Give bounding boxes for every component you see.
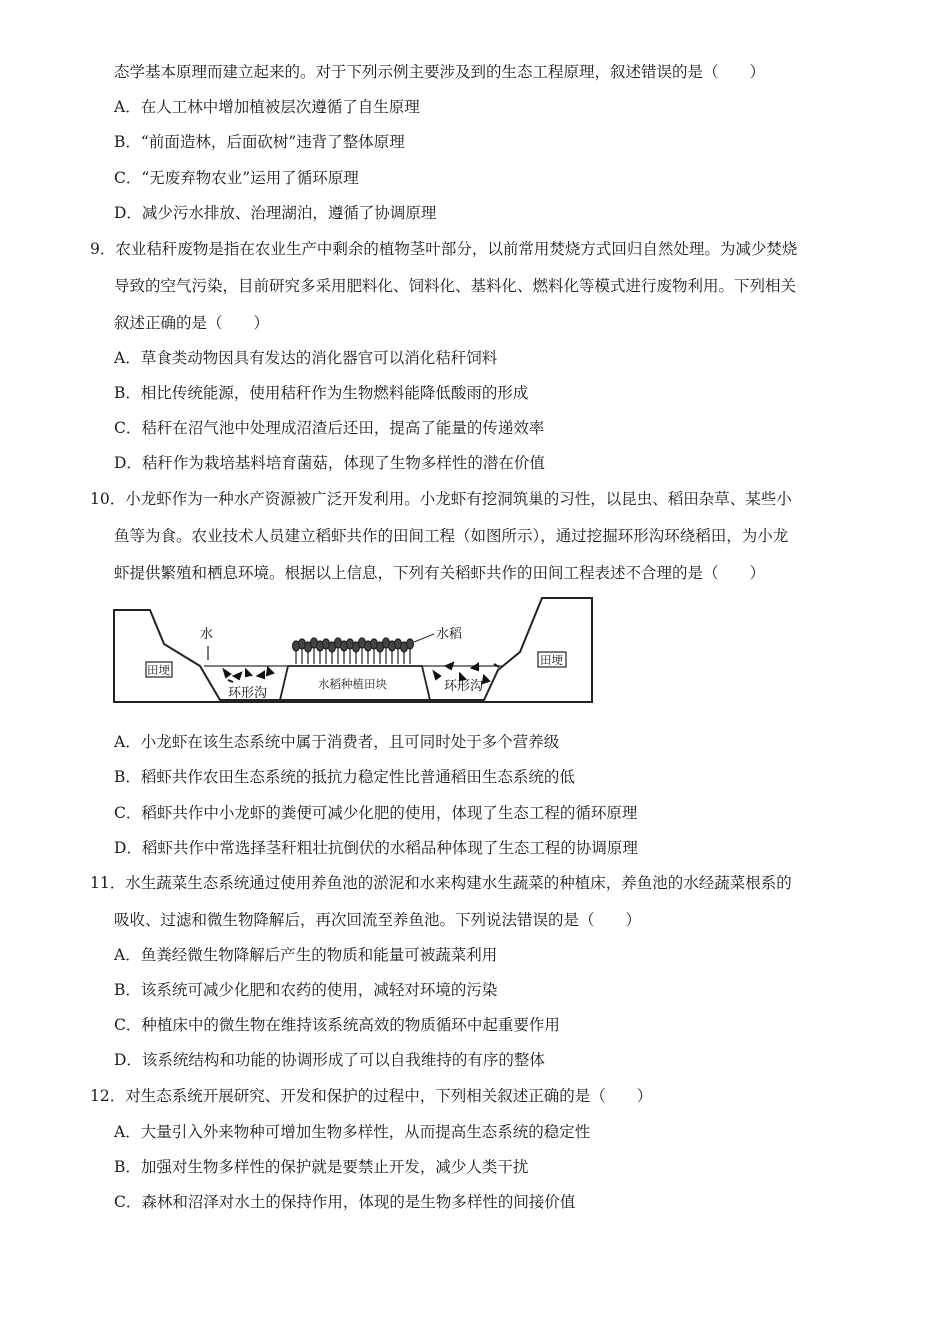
q9-option-d: D．秸秆作为栽培基料培育菌菇，体现了生物多样性的潜在价值 (114, 454, 545, 472)
q9-option-a: A．草食类动物因具有发达的消化器官可以消化秸秆饲料 (114, 349, 498, 367)
q10-option-b: B．稻虾共作农田生态系统的抵抗力稳定性比普通稻田生态系统的低 (114, 768, 575, 786)
q8-option-c: C．“无废弃物农业”运用了循环原理 (114, 169, 359, 187)
ditch-left-label: 环形沟 (228, 686, 268, 701)
q9-option-b: B．相比传统能源，使用秸秆作为生物燃料能降低酸雨的形成 (114, 384, 529, 402)
q10-option-d: D．稻虾共作中常选择茎秆粗壮抗倒伏的水稻品种体现了生态工程的协调原理 (114, 839, 638, 857)
water-label: 水 (200, 627, 214, 642)
ditch-right-label: 环形沟 (444, 679, 484, 694)
field-label: 水稻种植田块 (318, 677, 387, 691)
q10-option-c: C．稻虾共作中小龙虾的粪便可减少化肥的使用，体现了生态工程的循环原理 (114, 804, 638, 822)
q8-option-b: B．“前面造林，后面砍树”违背了整体原理 (114, 133, 405, 151)
q11-option-c: C．种植床中的微生物在维持该系统高效的物质循环中起重要作用 (114, 1016, 560, 1034)
q11-stem-line-1: 11．水生蔬菜生态系统通过使用养鱼池的淤泥和水来构建水生蔬菜的种植床，养鱼池的水经蔬菜根系的 (90, 874, 792, 892)
q9-stem-line-1: 9．农业秸秆废物是指在农业生产中剩余的植物茎叶部分，以前常用焚烧方式回归自然处理。为减少焚烧 (90, 240, 798, 258)
q10-stem-line-1: 10．小龙虾作为一种水产资源被广泛开发利用。小龙虾有挖洞筑巢的习性，以昆虫、稻田杂草、某些小 (90, 490, 792, 508)
rice-crayfish-field-diagram (112, 594, 596, 708)
q10-option-a: A．小龙虾在该生态系统中属于消费者，且可同时处于多个营养级 (114, 733, 560, 751)
q10-stem-line-3: 虾提供繁殖和栖息环境。根据以上信息，下列有关稻虾共作的田间工程表述不合理的是（ ） (114, 564, 766, 582)
q9-stem-line-3: 叙述正确的是（ ） (114, 314, 270, 332)
q11-option-a: A．鱼粪经微生物降解后产生的物质和能量可被蔬菜利用 (114, 946, 498, 964)
rice-plants (293, 638, 414, 664)
rice-label: 水稻 (436, 627, 463, 642)
q8-stem-line: 态学基本原理而建立起来的。对于下列示例主要涉及到的生态工程原理，叙述错误的是（ ） (114, 63, 766, 81)
q9-stem-line-2: 导致的空气污染，目前研究多采用肥料化、饲料化、基料化、燃料化等模式进行废物利用。下列相关 (114, 277, 797, 295)
q11-option-d: D．该系统结构和功能的协调形成了可以自我维持的有序的整体 (114, 1051, 545, 1069)
rice-pointer (414, 634, 434, 642)
q9-option-c: C．秸秆在沼气池中处理成沼渣后还田，提高了能量的传递效率 (114, 419, 545, 437)
q12-option-c: C．森林和沼泽对水土的保持作用，体现的是生物多样性的间接价值 (114, 1193, 576, 1211)
bank-left-label: 田埂 (147, 663, 170, 677)
q8-option-a: A．在人工林中增加植被层次遵循了自生原理 (114, 98, 420, 116)
q11-option-b: B．该系统可减少化肥和农药的使用，减轻对环境的污染 (114, 981, 498, 999)
q10-stem-line-2: 鱼等为食。农业技术人员建立稻虾共作的田间工程（如图所示），通过挖掘环形沟环绕稻田，为小龙 (114, 527, 789, 545)
q12-option-a: A．大量引入外来物种可增加生物多样性，从而提高生态系统的稳定性 (114, 1123, 591, 1141)
crayfish-left-group (224, 668, 273, 682)
q12-stem-line-1: 12．对生态系统开展研究、开发和保护的过程中，下列相关叙述正确的是（ ） (90, 1087, 653, 1105)
bank-right-label: 田埂 (540, 653, 563, 667)
q11-stem-line-2: 吸收、过滤和微生物降解后，再次回流至养鱼池。下列说法错误的是（ ） (114, 911, 642, 929)
q8-option-d: D．减少污水排放、治理湖泊，遵循了协调原理 (114, 204, 437, 222)
q12-option-b: B．加强对生物多样性的保护就是要禁止开发，减少人类干扰 (114, 1158, 529, 1176)
